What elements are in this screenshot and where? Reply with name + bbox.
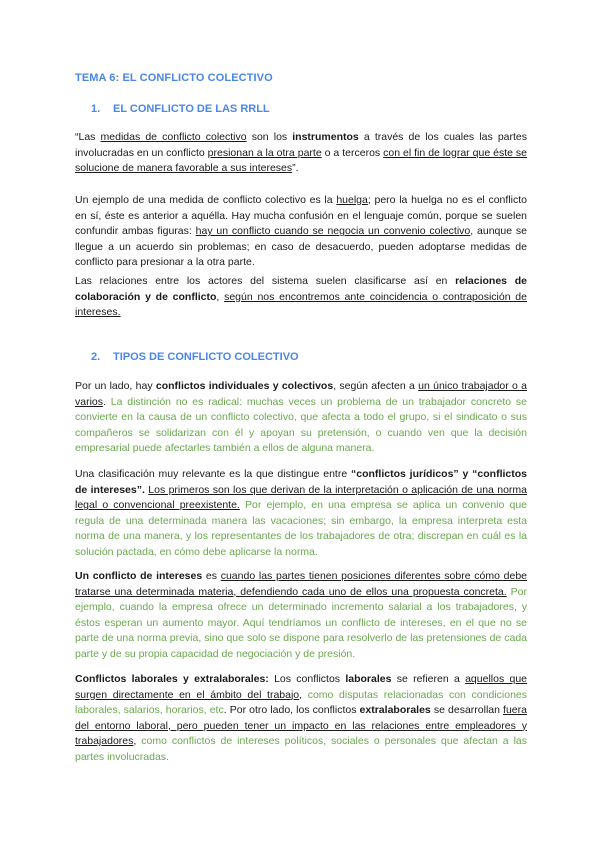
text-run: , [133, 735, 142, 748]
text-run: a través de los cuales las partes involucradas en un conflicto [75, 131, 527, 159]
underlined-text: cuando las partes tienen posiciones diferentes sobre cómo debe tratarse una determinada materia, defendiendo cada uno de ellos una propuesta concreta. [75, 570, 527, 598]
example-text: como disputas relacionadas con condiciones laborales, salarios, horarios, etc [75, 688, 527, 717]
paragraph [75, 130, 527, 177]
example-text: La distinción no es radical: muchas veces un problema de un trabajador concreto se convierte en la causa de un conflicto colectivo, que afecta a todo el grupo, si el sindicato o sus compañeros se solidarizan con él y apoyan su pretensión, o cuando ven que la decisión empresarial puede afectarles también a ellos de alguna manera. [75, 395, 527, 455]
example-text: Por ejemplo, en una empresa se aplica un convenio que regula de una determinada manera las vacaciones; sin embargo, la empresa interpreta esta norma de una manera, y los representantes de los trabajadores de otra; discrepan en cuál es la solución pactada, en cómo debe aplicarse la norma. [75, 499, 527, 558]
text-run: , aunque se llegue a un acuerdo sin problemas; en caso de desacuerdo, pueden adoptarse medidas de conflicto para presionar a la otra parte. [75, 225, 527, 269]
bold-term: conflictos individuales y colectivos [155, 380, 334, 392]
text-run: “Las [75, 131, 101, 143]
paragraph [75, 379, 527, 457]
text-run: Los conflictos [268, 673, 346, 685]
paragraph [75, 569, 527, 663]
text-run: ”. [292, 162, 299, 175]
underlined-text: fuera del entorno laboral, pero pueden tener un impacto en las relaciones entre empleadores y trabajadores [75, 704, 527, 748]
text-run: se refieren a [391, 673, 466, 685]
text-run: se desarrollan [430, 704, 504, 717]
text-run: Una clasificación muy relevante es la que distingue entre [75, 468, 352, 480]
text-run: . [103, 395, 111, 408]
bold-term: laborales [345, 673, 392, 685]
paragraph [75, 672, 527, 766]
text-run: ; pero la huelga no es el conflicto en sí, éste es anterior a aquélla. Hay mucha confusión en el lenguaje común, porque se suelen confundir ambas figuras: [75, 194, 527, 238]
text-run: es [202, 570, 221, 582]
paragraph [75, 467, 527, 561]
bold-term: “conflictos jurídicos” y “conflictos de intereses”. [75, 468, 527, 496]
paragraph [75, 274, 527, 321]
text-run: . Por otro lado, los conflictos [223, 704, 360, 717]
paragraph [75, 193, 527, 271]
text-run: Por un lado, hay [75, 380, 156, 392]
text-run: , [216, 290, 225, 303]
underlined-text: según nos encontremos ante coincidencia o contraposición de intereses. [75, 290, 527, 319]
bold-term: Un conflicto de intereses [75, 570, 203, 582]
section-number: 2. [91, 351, 101, 363]
underlined-text: huelga [336, 194, 368, 206]
example-text: Por ejemplo, cuando la empresa ofrece un determinado incremento salarial a los trabajadores, y éstos esperan un aumento mayor. Aquí tendríamos un conflicto de intereses, en el que no se parte de una norma previa, sino que solo se dispone para resolverlo de las pretensiones de cada parte y de su propia capacidad de negociación y de presión. [75, 585, 527, 660]
text-run: son los [246, 131, 293, 143]
text-run: , [299, 688, 308, 701]
section-title: EL CONFLICTO DE LAS RRLL [113, 103, 270, 115]
document-title: TEMA 6: EL CONFLICTO COLECTIVO [75, 72, 273, 84]
text-run: o a terceros [321, 146, 384, 159]
section-title: TIPOS DE CONFLICTO COLECTIVO [113, 351, 299, 363]
bold-term: extralaborales [359, 704, 431, 717]
underlined-text: hay un conflicto cuando se negocia un convenio colectivo [195, 225, 471, 238]
underlined-text: aquellos que surgen directamente en el ámbito del trabajo [75, 673, 528, 701]
bold-term: relaciones de colaboración y de conflicto [75, 275, 527, 303]
example-text: como conflictos de intereses políticos, sociales o personales que afectan a las partes involucradas. [75, 735, 527, 763]
underlined-text: un único trabajador o a varios [75, 380, 528, 408]
underlined-text: medidas de conflicto colectivo [100, 131, 247, 143]
text-run: Un ejemplo de una medida de conflicto colectivo es la [75, 194, 337, 206]
section-heading-1 [91, 103, 270, 115]
underlined-text: con el fin de lograr que éste se solucione de manera favorable a sus intereses [75, 146, 528, 175]
section-number: 1. [91, 103, 101, 115]
text-run: Las relaciones entre los actores del sistema suelen clasificarse así en [75, 275, 456, 287]
underlined-text: presionan a la otra parte [207, 146, 322, 159]
bold-term: Conflictos laborales y extralaborales: [75, 673, 269, 685]
underlined-text: Los primeros son los que derivan de la interpretación o aplicación de una norma legal o convencional preexistente. [75, 483, 528, 512]
bold-term: instrumentos [292, 131, 359, 143]
text-run: , según afecten a [333, 380, 419, 392]
section-heading-2 [91, 351, 299, 363]
